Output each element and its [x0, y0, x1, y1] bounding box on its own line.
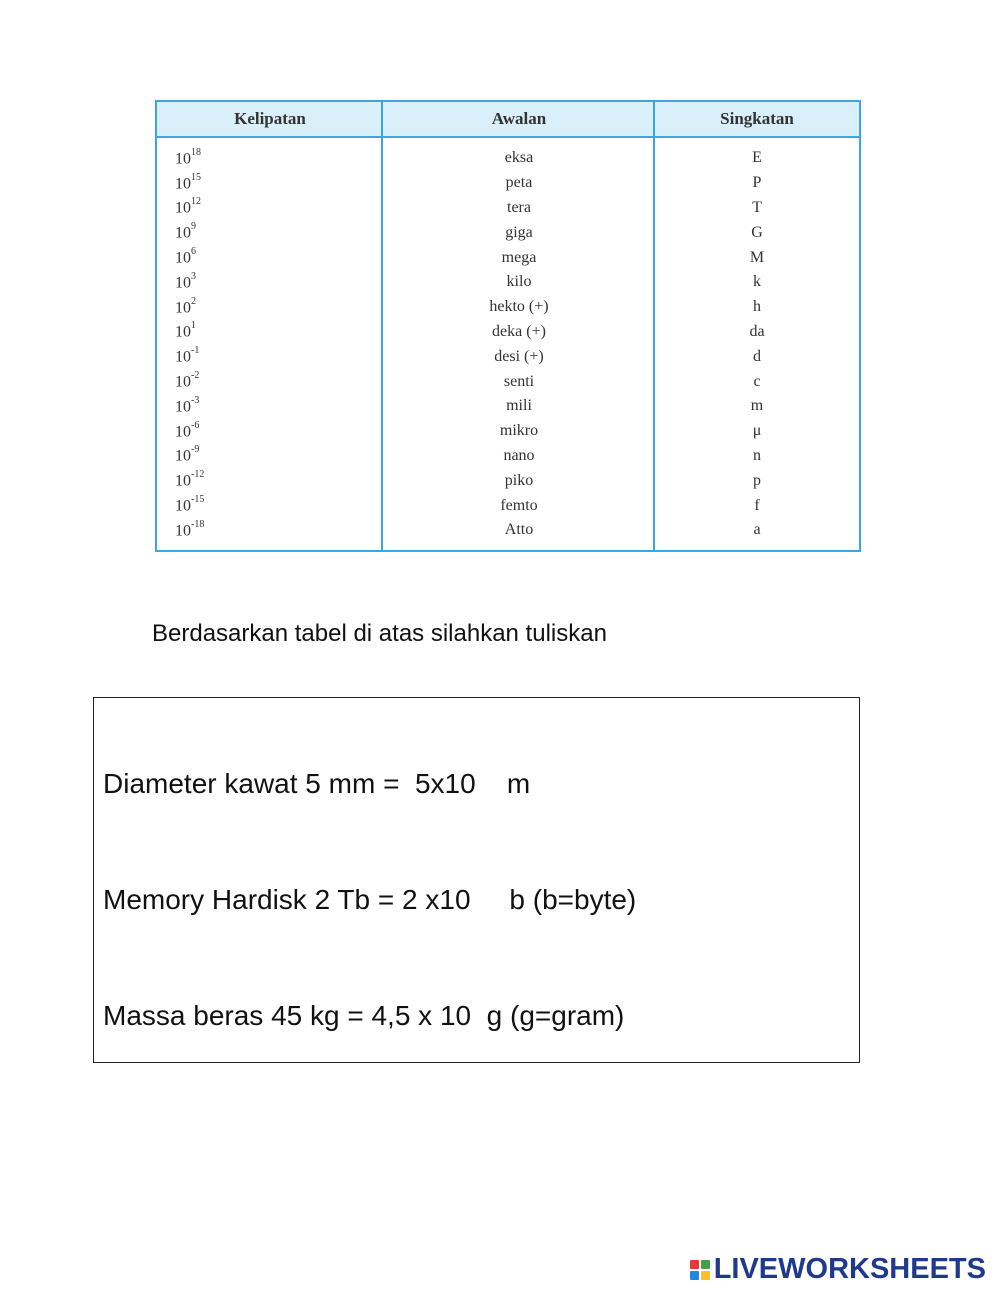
- cell-singkatan: μ: [752, 422, 762, 440]
- cell-base: 10: [175, 199, 191, 217]
- cell-singkatan: h: [753, 298, 761, 316]
- cell-kelipatan: [157, 295, 383, 317]
- header-awalan: Awalan: [491, 109, 547, 128]
- brand-name: LIVEWORKSHEETS: [713, 1253, 986, 1285]
- cell-kelipatan: [157, 518, 383, 540]
- cell-exponent: 2: [191, 295, 196, 307]
- cell-kelipatan: [157, 446, 383, 465]
- header-singkatan: Singkatan: [720, 109, 794, 128]
- cell-kelipatan: [157, 245, 383, 267]
- cell-singkatan: da: [749, 322, 765, 340]
- question-diameter[interactable]: Diameter kawat 5 mm = 5x10 m: [103, 768, 531, 799]
- cell-exponent: 1: [191, 320, 196, 332]
- cell-kelipatan: [157, 223, 383, 242]
- cell-kelipatan: [157, 419, 383, 441]
- cell-exponent: 6: [191, 245, 196, 257]
- question-mass[interactable]: Massa beras 45 kg = 4,5 x 10 g (g=gram): [103, 1000, 625, 1031]
- cell-awalan: kilo: [506, 273, 532, 291]
- cell-base: 10: [175, 274, 191, 292]
- cell-awalan: hekto (+): [489, 298, 549, 316]
- cell-base: 10: [175, 497, 191, 515]
- table-row: [157, 518, 859, 543]
- cell-singkatan: p: [753, 471, 761, 489]
- cell-singkatan: f: [754, 496, 760, 514]
- liveworksheets-logo[interactable]: [690, 1253, 986, 1286]
- table-row: [157, 419, 859, 444]
- cell-awalan: Atto: [504, 521, 534, 539]
- cell-exponent: 12: [191, 196, 201, 208]
- table-row: [157, 344, 859, 369]
- cell-base: 10: [175, 472, 191, 490]
- cell-singkatan: m: [750, 397, 764, 415]
- cell-singkatan: P: [752, 174, 762, 192]
- table-row: [157, 270, 859, 295]
- cell-base: 10: [175, 348, 191, 366]
- table-header: [157, 102, 859, 138]
- cell-kelipatan: [157, 146, 383, 168]
- cell-awalan: mili: [506, 397, 532, 415]
- cell-exponent: -2: [191, 369, 200, 381]
- cell-base: 10: [175, 522, 191, 540]
- cell-exponent: 9: [191, 221, 196, 233]
- cell-singkatan: a: [753, 521, 761, 539]
- cell-exponent: -3: [191, 394, 200, 406]
- cell-kelipatan: [157, 471, 383, 490]
- cell-kelipatan: [157, 394, 383, 416]
- cell-awalan: piko: [504, 471, 534, 489]
- cell-base: 10: [175, 323, 191, 341]
- cell-singkatan: M: [749, 248, 765, 266]
- header-kelipatan: Kelipatan: [234, 109, 306, 128]
- cell-awalan: senti: [503, 372, 535, 390]
- cell-kelipatan: [157, 493, 383, 515]
- cell-kelipatan: [157, 347, 383, 366]
- cell-base: 10: [175, 447, 191, 465]
- cell-exponent: 15: [191, 171, 201, 183]
- cell-exponent: -1: [191, 345, 200, 357]
- table-row: [157, 394, 859, 419]
- cell-kelipatan: [157, 369, 383, 391]
- cell-singkatan: E: [752, 149, 762, 167]
- cell-singkatan: c: [753, 372, 761, 390]
- cell-kelipatan: [157, 322, 383, 341]
- cell-kelipatan: [157, 270, 383, 292]
- cell-awalan: eksa: [504, 149, 534, 167]
- cell-exponent: 18: [191, 146, 201, 158]
- table-row: [157, 444, 859, 469]
- cell-awalan: mega: [501, 248, 537, 266]
- table-row: [157, 493, 859, 518]
- liveworksheets-logo-icon: [690, 1260, 710, 1280]
- cell-awalan: giga: [505, 223, 533, 241]
- question-memory[interactable]: Memory Hardisk 2 Tb = 2 x10 b (b=byte): [103, 884, 637, 915]
- table-row: [157, 245, 859, 270]
- cell-singkatan: n: [753, 446, 761, 464]
- instruction-text: Berdasarkan tabel di atas silahkan tuliskan: [152, 620, 607, 647]
- prefix-table: [155, 100, 861, 552]
- cell-awalan: tera: [507, 198, 531, 216]
- table-row: [157, 468, 859, 493]
- cell-awalan: deka (+): [492, 322, 546, 340]
- cell-base: 10: [175, 398, 191, 416]
- cell-awalan: nano: [503, 446, 535, 464]
- cell-base: 10: [175, 373, 191, 391]
- cell-base: 10: [175, 174, 191, 192]
- cell-awalan: peta: [505, 174, 533, 192]
- cell-awalan: desi (+): [494, 347, 544, 365]
- table-row: [157, 146, 859, 171]
- table-row: [157, 196, 859, 221]
- cell-exponent: 3: [191, 270, 196, 282]
- table-row: [157, 171, 859, 196]
- table-row: [157, 320, 859, 345]
- cell-exponent: -12: [191, 469, 205, 481]
- cell-exponent: -6: [191, 419, 200, 431]
- cell-base: 10: [175, 422, 191, 440]
- cell-singkatan: k: [753, 273, 761, 291]
- table-body: [157, 146, 859, 543]
- table-row: [157, 220, 859, 245]
- cell-base: 10: [175, 150, 191, 168]
- cell-base: 10: [175, 298, 191, 316]
- cell-exponent: -15: [191, 493, 205, 505]
- cell-exponent: -9: [191, 444, 200, 456]
- table-row: [157, 369, 859, 394]
- cell-awalan: femto: [500, 496, 538, 514]
- cell-exponent: -18: [191, 518, 205, 530]
- table-row: [157, 295, 859, 320]
- cell-singkatan: G: [751, 223, 763, 241]
- cell-singkatan: d: [753, 347, 761, 365]
- cell-base: 10: [175, 249, 191, 267]
- answer-box: [93, 697, 860, 1063]
- cell-kelipatan: [157, 198, 383, 217]
- cell-singkatan: T: [752, 198, 762, 216]
- cell-kelipatan: [157, 171, 383, 193]
- cell-awalan: mikro: [499, 422, 539, 440]
- cell-base: 10: [175, 224, 191, 242]
